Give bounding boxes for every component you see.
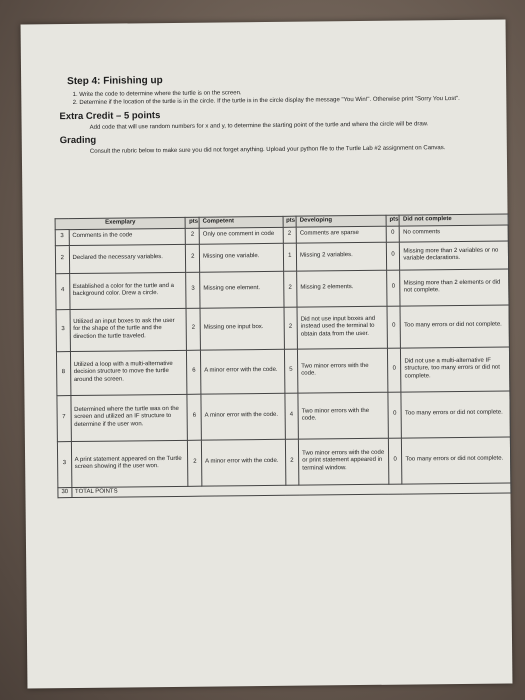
developing-points: 4 [284, 393, 298, 439]
competent-criterion: A minor error with the code. [201, 393, 285, 440]
competent-criterion: Only one comment in code [199, 227, 283, 244]
developing-points: 5 [284, 349, 298, 393]
total-label: TOTAL POINTS [71, 482, 511, 497]
incomplete-criterion: Too many errors or did not complete. [400, 304, 509, 347]
rubric-row [56, 268, 509, 309]
competent-points: 2 [186, 244, 200, 272]
paper-sheet [21, 19, 513, 688]
developing-criterion: Comments are sparse [296, 226, 386, 243]
developing-points: 2 [284, 307, 298, 349]
competent-points: 2 [186, 228, 200, 244]
rubric-body [55, 224, 511, 487]
exemplary-points: 3 [55, 229, 69, 245]
exemplary-points: 2 [55, 245, 69, 273]
exemplary-points: 3 [57, 441, 71, 487]
developing-points: 2 [283, 271, 297, 307]
incomplete-criterion: Missing more than 2 variables or no variable declarations. [400, 240, 509, 269]
competent-criterion: Missing one element. [200, 271, 284, 308]
developing-points: 2 [285, 439, 299, 485]
extra-credit-heading: Extra Credit – 5 points [59, 110, 161, 123]
developing-criterion: Two minor errors with the code. [298, 348, 388, 393]
incomplete-points: 0 [386, 270, 400, 306]
grading-heading: Grading [59, 134, 97, 147]
developing-criterion: Missing 2 variables. [296, 242, 386, 271]
incomplete-criterion: Too many errors or did not complete. [401, 390, 510, 437]
document-content [59, 72, 504, 495]
rubric-row [56, 304, 509, 351]
competent-points: 6 [187, 394, 201, 440]
incomplete-points: 0 [387, 348, 401, 392]
header-developing: Developing [296, 215, 386, 226]
competent-criterion: A minor error with the code. [200, 349, 284, 394]
exemplary-points: 8 [56, 351, 70, 395]
competent-criterion: A minor error with the code. [201, 439, 285, 486]
incomplete-criterion: Missing more than 2 elements or did not complete. [400, 268, 509, 305]
rubric-row [56, 346, 509, 395]
extra-credit-text: Add code that will use random numbers for x and y, to determine the starting point of the turtle and where the circle will be draw. [89, 121, 429, 131]
incomplete-criterion: Too many errors or did not complete. [402, 436, 511, 483]
competent-criterion: Missing one variable. [199, 243, 283, 272]
exemplary-criterion: A print statement appeared on the Turtle screen showing if the user won. [71, 440, 188, 487]
developing-criterion: Did not use input boxes and instead used the terminal to obtain data from the user. [297, 306, 387, 349]
exemplary-criterion: Established a color for the turtle and a background color. Drew a circle. [69, 272, 186, 309]
rubric-row [57, 390, 510, 441]
exemplary-criterion: Utilized a loop with a multi-alternative decision structure to move the turtle around the screen. [70, 350, 187, 395]
total-points: 30 [58, 487, 72, 498]
developing-criterion: Missing 2 elements. [297, 270, 387, 307]
step4-item: 2. Determine if the location of the turtle is in the circle. If the turtle is in the circle display the message "You Win!". Otherwise print "Sorry You Lost". [79, 95, 491, 107]
incomplete-points: 0 [386, 226, 400, 242]
rubric-table [55, 213, 512, 498]
header-exemplary: Exemplary [55, 217, 186, 229]
exemplary-points: 3 [56, 309, 70, 351]
developing-criterion: Two minor errors with the code or print statement appeared in terminal window. [298, 438, 388, 485]
competent-points: 2 [188, 440, 202, 486]
step4-title: Step 4: Finishing up [67, 75, 163, 88]
exemplary-criterion: Comments in the code [69, 228, 186, 245]
exemplary-points: 4 [56, 273, 70, 309]
incomplete-points: 0 [388, 438, 402, 484]
incomplete-criterion: Did not use a multi-alternative IF structure, too many errors or did not complete. [401, 346, 510, 391]
grading-text: Consult the rubric below to make sure you did not forget anything. Upload your python file to the Turtle Lab #2 assignment on Canvas. [89, 145, 446, 155]
exemplary-points: 7 [57, 395, 71, 441]
developing-points: 2 [283, 227, 297, 243]
developing-points: 1 [283, 243, 297, 271]
competent-points: 6 [187, 350, 201, 394]
incomplete-points: 0 [387, 306, 401, 348]
header-pts: pts [283, 216, 297, 227]
header-pts: pts [386, 215, 400, 226]
competent-criterion: Missing one input box. [200, 307, 284, 350]
header-competent: Competent [199, 216, 283, 227]
incomplete-criterion: No comments [400, 224, 509, 241]
incomplete-points: 0 [386, 242, 400, 270]
competent-points: 3 [186, 272, 200, 308]
header-pts: pts [186, 217, 200, 228]
rubric-row [57, 436, 510, 487]
developing-criterion: Two minor errors with the code. [298, 392, 388, 439]
exemplary-criterion: Utilized an input boxes to ask the user for the shape of the turtle and the direction the turtle traveled. [70, 308, 187, 351]
step4-item: 1. Write the code to determine where the turtle is on the screen. [79, 87, 491, 99]
competent-points: 2 [186, 308, 200, 350]
step4-list [59, 87, 491, 108]
exemplary-criterion: Determined where the turtle was on the screen and utilized an IF structure to determine if the user won. [70, 394, 187, 441]
incomplete-points: 0 [388, 392, 402, 438]
header-did-not-complete: Did not complete [399, 214, 508, 226]
exemplary-criterion: Declared the necessary variables. [69, 244, 186, 273]
